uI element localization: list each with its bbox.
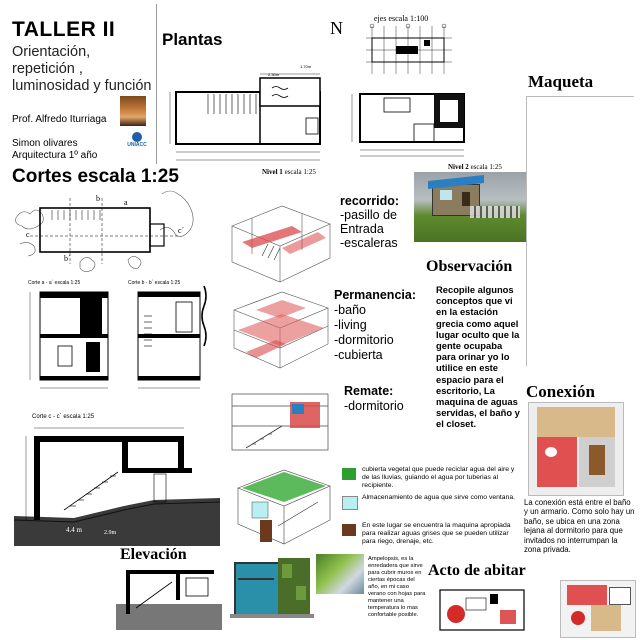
observacion-text: Recopile algunos conceptos que vi en la estación grecia como aquel lugar oculto que la gente ocupaba para orinar yo lo utilice en este espacio para el escritorio, La maquina de aguas servidas, el baño y el closet. — [436, 284, 520, 430]
professor-name: Prof. Alfredo Iturriaga — [12, 114, 107, 125]
recorrido-block — [340, 194, 410, 250]
permanencia-item: -living — [334, 318, 367, 332]
permanencia-item: -dormitorio — [334, 333, 394, 347]
cut-mark-b: b — [96, 194, 100, 203]
legend-text: cubierta vegetal que puede reciclar agua del aire y de las lluvias, guiando el agua por tuberias al recipiente. — [362, 466, 515, 489]
corte-cc-section — [14, 420, 220, 546]
student-name: Simon olivares — [12, 138, 78, 149]
remate-block — [344, 384, 404, 414]
ampelopsis-text: Ampelopsis, es la enredadera que sirve para cubrir muros en ciertas épocas del año, en mi caso verano con hojas para mantener una temperatura lo mas confortable posible. — [368, 556, 426, 618]
acto-plan — [436, 584, 528, 636]
plan-nivel-2 — [350, 84, 470, 162]
elevacion-drawing — [116, 564, 222, 630]
cut-mark-c: c — [26, 230, 30, 239]
iso-vegetal — [232, 462, 336, 550]
ampelopsis-photo — [316, 554, 364, 594]
key-plan — [10, 188, 200, 274]
iso-permanencia — [226, 282, 334, 372]
project-title: TALLER II — [12, 18, 116, 41]
maqueta-heading: Maqueta — [528, 72, 594, 91]
plan-dim-2: 1.70m — [300, 64, 312, 69]
cut-mark-b2: b´ — [64, 254, 71, 263]
conexion-text: La conexión está entre el baño y un armario. Como solo hay un baño, se ubica en una zona lejana al dormitorio para que invitados no interrumpan la zona privada. — [524, 498, 635, 555]
corte-bb-section — [124, 286, 216, 398]
permanencia-heading: Permanencia: — [334, 288, 416, 302]
remate-item: -dormitorio — [344, 399, 404, 413]
legend-text: Almacenamiento de agua que sirve como ventana. — [362, 494, 516, 501]
nivel-1-label: Nivel 1 escala 1:25 — [262, 168, 316, 176]
project-subtitle: Orientación, repetición , luminosidad y función — [12, 44, 152, 94]
conexion-heading: Conexión — [526, 382, 595, 401]
iso-recorrido — [222, 196, 338, 282]
legend-swatch-brown — [342, 524, 356, 536]
corte-bb-label: Corte b - b´ escala 1:25 — [128, 280, 181, 286]
cut-mark-a: a — [124, 198, 128, 207]
permanencia-block — [334, 288, 416, 363]
plantas-heading: Plantas — [162, 30, 223, 49]
acto-heading: Acto de abitar — [428, 562, 526, 579]
corte-cc-label: Corte c - c´ escala 1:25 — [32, 414, 95, 420]
title-divider — [156, 4, 157, 164]
legend-swatch-green — [342, 468, 356, 480]
permanencia-item: -baño — [334, 303, 366, 317]
course-name: Arquitectura 1º año — [12, 150, 98, 161]
green-building-render — [230, 556, 314, 620]
house-render — [414, 172, 526, 242]
north-arrow: N — [330, 18, 343, 38]
uniacc-logo: UNIACC — [122, 132, 152, 152]
recorrido-item: -pasillo de Entrada — [340, 208, 397, 236]
observacion-heading: Observación — [426, 258, 513, 275]
maqueta-frame-line — [526, 96, 527, 366]
elevacion-heading: Elevación — [120, 546, 187, 563]
maqueta-frame-top — [526, 96, 634, 97]
nivel-2-label: Nivel 2 escala 1:25 — [448, 163, 502, 171]
ejes-label: ejes escala 1:100 — [374, 14, 429, 23]
ejes-plan — [362, 22, 462, 78]
plan-dim-1: 2.30m — [268, 72, 280, 77]
legend-text: En este lugar se encuentra la maquina apropiada para realizar aguas grises que se pueden utilizar para riego, drenaje, etc. — [362, 522, 511, 545]
corte-cc-dim-2: 2.9m — [104, 530, 117, 536]
title-block — [4, 4, 154, 162]
plan-nivel-1 — [168, 68, 332, 166]
corte-aa-section — [26, 286, 120, 398]
recorrido-item: -escaleras — [340, 236, 398, 250]
conexion-render — [528, 402, 624, 496]
remate-heading: Remate: — [344, 384, 394, 398]
legend-swatch-cyan — [342, 496, 358, 510]
corte-cc-dim: 4.4 m — [66, 526, 82, 534]
cortes-heading: Cortes escala 1:25 — [12, 166, 179, 187]
recorrido-heading: recorrido: — [340, 194, 400, 208]
acto-render — [560, 580, 636, 638]
corte-aa-label: Corte a - a´ escala 1:25 — [28, 280, 81, 286]
student-photo — [120, 96, 146, 126]
iso-remate — [226, 384, 334, 460]
cut-mark-c2: c´ — [178, 226, 185, 235]
permanencia-item: -cubierta — [334, 348, 383, 362]
